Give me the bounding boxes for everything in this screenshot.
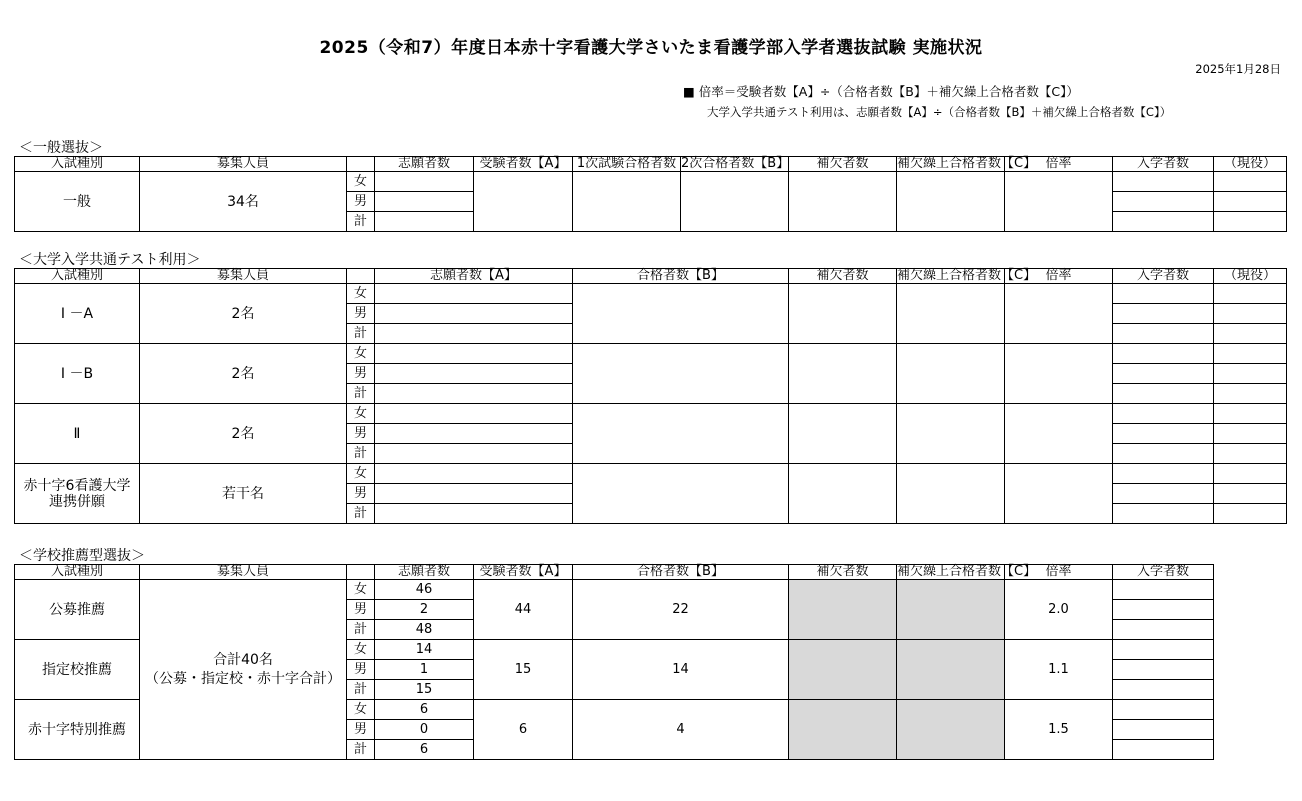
enrolled-cell bbox=[1113, 324, 1214, 344]
waitlist-cell bbox=[789, 640, 897, 700]
ratio-cell bbox=[1005, 404, 1113, 464]
common-test-section-title: ＜大学入学共通テスト利用＞ bbox=[19, 252, 201, 268]
sex-total: 計 bbox=[347, 324, 375, 344]
waitlist-pass-cell bbox=[897, 404, 1005, 464]
examinees-cell bbox=[474, 172, 573, 232]
current-cell bbox=[1214, 484, 1287, 504]
current-cell bbox=[1214, 424, 1287, 444]
enrolled-cell bbox=[1113, 304, 1214, 324]
row-type: 赤十字6看護大学 連携併願 bbox=[15, 464, 140, 524]
sex-male: 男 bbox=[347, 600, 375, 620]
waitlist-pass-cell bbox=[897, 284, 1005, 344]
header-first-pass: 1次試験合格者数 bbox=[573, 157, 681, 172]
enrolled-cell bbox=[1113, 700, 1214, 720]
header-quota: 募集人員 bbox=[140, 565, 347, 580]
row-quota: 2名 bbox=[140, 344, 347, 404]
current-cell bbox=[1214, 172, 1287, 192]
sex-female: 女 bbox=[347, 172, 375, 192]
quota-note: （公募・指定校・赤十字合計） bbox=[145, 670, 341, 687]
enrolled-cell bbox=[1113, 172, 1214, 192]
sex-total: 計 bbox=[347, 212, 375, 232]
applicants-value: 1 bbox=[375, 660, 474, 680]
row-type: Ⅰ －B bbox=[15, 344, 140, 404]
enrolled-cell bbox=[1113, 364, 1214, 384]
waitlist-cell bbox=[789, 172, 897, 232]
header-quota: 募集人員 bbox=[140, 157, 347, 172]
enrolled-cell bbox=[1113, 640, 1214, 660]
current-cell bbox=[1214, 304, 1287, 324]
header-examinees: 受験者数【A】 bbox=[474, 157, 573, 172]
general-section-title: ＜一般選抜＞ bbox=[19, 140, 103, 156]
row-type: 赤十字特別推薦 bbox=[15, 700, 140, 760]
header-ratio: 倍率 bbox=[1005, 157, 1113, 172]
row-type: 一般 bbox=[15, 172, 140, 232]
passed-value: 14 bbox=[573, 640, 789, 700]
enrolled-cell bbox=[1113, 680, 1214, 700]
enrolled-cell bbox=[1113, 504, 1214, 524]
enrolled-cell bbox=[1113, 384, 1214, 404]
enrolled-cell bbox=[1113, 600, 1214, 620]
sex-male: 男 bbox=[347, 192, 375, 212]
applicants-value: 2 bbox=[375, 600, 474, 620]
passed-cell bbox=[573, 404, 789, 464]
ratio-value: 1.5 bbox=[1005, 700, 1113, 760]
common-test-note: 大学入学共通テスト利用は、志願者数【A】÷（合格者数【B】＋補欠繰上合格者数【C】） bbox=[707, 105, 1172, 119]
applicants-cell bbox=[375, 172, 474, 192]
applicants-cell bbox=[375, 192, 474, 212]
enrolled-cell bbox=[1113, 344, 1214, 364]
current-cell bbox=[1214, 504, 1287, 524]
recommend-table bbox=[14, 564, 1214, 760]
applicants-value: 15 bbox=[375, 680, 474, 700]
header-enrolled: 入学者数 bbox=[1113, 565, 1214, 580]
sex-total: 計 bbox=[347, 384, 375, 404]
applicants-cell bbox=[375, 444, 573, 464]
applicants-cell bbox=[375, 304, 573, 324]
waitlist-pass-cell bbox=[897, 640, 1005, 700]
ratio-cell bbox=[1005, 344, 1113, 404]
enrolled-cell bbox=[1113, 720, 1214, 740]
general-table bbox=[14, 156, 1287, 232]
sex-female: 女 bbox=[347, 640, 375, 660]
ratio-value: 1.1 bbox=[1005, 640, 1113, 700]
enrolled-cell bbox=[1113, 284, 1214, 304]
passed-cell bbox=[573, 464, 789, 524]
current-cell bbox=[1214, 364, 1287, 384]
sex-female: 女 bbox=[347, 580, 375, 600]
header-waitlist-pass: 補欠繰上合格者数【C】 bbox=[897, 564, 1037, 579]
row-type: Ⅱ bbox=[15, 404, 140, 464]
current-cell bbox=[1214, 344, 1287, 364]
examinees-value: 15 bbox=[474, 640, 573, 700]
current-cell bbox=[1214, 404, 1287, 424]
header-quota: 募集人員 bbox=[140, 269, 347, 284]
header-waitlist: 補欠者数 bbox=[789, 565, 897, 580]
sex-female: 女 bbox=[347, 284, 375, 304]
row-type: 指定校推薦 bbox=[15, 640, 140, 700]
header-waitlist: 補欠者数 bbox=[789, 269, 897, 284]
header-sex bbox=[347, 565, 375, 580]
current-cell bbox=[1214, 444, 1287, 464]
waitlist-cell bbox=[789, 404, 897, 464]
enrolled-cell bbox=[1113, 464, 1214, 484]
waitlist-cell bbox=[789, 464, 897, 524]
waitlist-cell bbox=[789, 700, 897, 760]
report-date: 2025年1月28日 bbox=[1195, 62, 1281, 76]
applicants-cell bbox=[375, 284, 573, 304]
ratio-note: ■ 倍率＝受験者数【A】÷（合格者数【B】＋補欠繰上合格者数【C】） bbox=[683, 84, 1079, 99]
header-current: （現役） bbox=[1214, 269, 1287, 284]
applicants-cell bbox=[375, 504, 573, 524]
header-applicants: 志願者数【A】 bbox=[375, 269, 573, 284]
common-test-table bbox=[14, 268, 1287, 524]
applicants-cell bbox=[375, 324, 573, 344]
sex-female: 女 bbox=[347, 700, 375, 720]
page-title: 2025（令和7）年度日本赤十字看護大学さいたま看護学部入学者選抜試験 実施状況 bbox=[319, 38, 983, 58]
current-cell bbox=[1214, 324, 1287, 344]
ratio-cell bbox=[1005, 172, 1113, 232]
header-passed: 合格者数【B】 bbox=[573, 269, 789, 284]
passed-value: 22 bbox=[573, 580, 789, 640]
sex-male: 男 bbox=[347, 364, 375, 384]
header-enrolled: 入学者数 bbox=[1113, 157, 1214, 172]
current-cell bbox=[1214, 212, 1287, 232]
first-pass-cell bbox=[573, 172, 681, 232]
enrolled-cell bbox=[1113, 580, 1214, 600]
sex-female: 女 bbox=[347, 404, 375, 424]
enrolled-cell bbox=[1113, 192, 1214, 212]
sex-female: 女 bbox=[347, 344, 375, 364]
applicants-value: 6 bbox=[375, 740, 474, 760]
header-type: 入試種別 bbox=[15, 269, 140, 284]
enrolled-cell bbox=[1113, 212, 1214, 232]
current-cell bbox=[1214, 284, 1287, 304]
enrolled-cell bbox=[1113, 620, 1214, 640]
header-type: 入試種別 bbox=[15, 157, 140, 172]
sex-male: 男 bbox=[347, 720, 375, 740]
header-type: 入試種別 bbox=[15, 565, 140, 580]
passed-cell bbox=[573, 344, 789, 404]
enrolled-cell bbox=[1113, 404, 1214, 424]
header-current: （現役） bbox=[1214, 157, 1287, 172]
enrolled-cell bbox=[1113, 444, 1214, 464]
header-sex bbox=[347, 269, 375, 284]
header-applicants: 志願者数 bbox=[375, 157, 474, 172]
row-type: Ⅰ －A bbox=[15, 284, 140, 344]
applicants-cell bbox=[375, 344, 573, 364]
applicants-cell bbox=[375, 212, 474, 232]
applicants-cell bbox=[375, 464, 573, 484]
waitlist-cell bbox=[789, 580, 897, 640]
sex-male: 男 bbox=[347, 484, 375, 504]
row-quota bbox=[140, 580, 347, 760]
waitlist-pass-cell bbox=[897, 172, 1005, 232]
row-quota: 2名 bbox=[140, 404, 347, 464]
row-quota: 34名 bbox=[140, 172, 347, 232]
applicants-cell bbox=[375, 384, 573, 404]
sex-male: 男 bbox=[347, 304, 375, 324]
applicants-value: 0 bbox=[375, 720, 474, 740]
sex-total: 計 bbox=[347, 504, 375, 524]
applicants-cell bbox=[375, 484, 573, 504]
sex-total: 計 bbox=[347, 740, 375, 760]
waitlist-pass-cell bbox=[897, 700, 1005, 760]
current-cell bbox=[1214, 464, 1287, 484]
sex-female: 女 bbox=[347, 464, 375, 484]
sex-total: 計 bbox=[347, 444, 375, 464]
enrolled-cell bbox=[1113, 660, 1214, 680]
header-ratio: 倍率 bbox=[1005, 269, 1113, 284]
waitlist-cell bbox=[789, 284, 897, 344]
current-cell bbox=[1214, 384, 1287, 404]
enrolled-cell bbox=[1113, 484, 1214, 504]
ratio-value: 2.0 bbox=[1005, 580, 1113, 640]
applicants-value: 6 bbox=[375, 700, 474, 720]
applicants-cell bbox=[375, 364, 573, 384]
enrolled-cell bbox=[1113, 740, 1214, 760]
header-waitlist-pass: 補欠繰上合格者数【C】 bbox=[897, 156, 1037, 171]
sex-male: 男 bbox=[347, 424, 375, 444]
header-second-pass: 2次合格者数【B】 bbox=[681, 156, 790, 171]
passed-cell bbox=[573, 284, 789, 344]
header-passed: 合格者数【B】 bbox=[573, 565, 789, 580]
row-type: 公募推薦 bbox=[15, 580, 140, 640]
quota-total: 合計40名 bbox=[213, 651, 273, 668]
examinees-value: 6 bbox=[474, 700, 573, 760]
header-waitlist: 補欠者数 bbox=[789, 157, 897, 172]
enrolled-cell bbox=[1113, 424, 1214, 444]
header-enrolled: 入学者数 bbox=[1113, 269, 1214, 284]
waitlist-pass-cell bbox=[897, 344, 1005, 404]
sex-total: 計 bbox=[347, 620, 375, 640]
passed-value: 4 bbox=[573, 700, 789, 760]
applicants-value: 14 bbox=[375, 640, 474, 660]
applicants-cell bbox=[375, 404, 573, 424]
waitlist-pass-cell bbox=[897, 464, 1005, 524]
header-ratio: 倍率 bbox=[1005, 565, 1113, 580]
header-applicants: 志願者数 bbox=[375, 565, 474, 580]
waitlist-cell bbox=[789, 344, 897, 404]
header-examinees: 受験者数【A】 bbox=[474, 565, 573, 580]
current-cell bbox=[1214, 192, 1287, 212]
row-quota: 2名 bbox=[140, 284, 347, 344]
header-waitlist-pass: 補欠繰上合格者数【C】 bbox=[897, 268, 1037, 283]
recommend-section-title: ＜学校推薦型選抜＞ bbox=[19, 548, 145, 564]
applicants-value: 46 bbox=[375, 580, 474, 600]
second-pass-cell bbox=[681, 172, 789, 232]
examinees-value: 44 bbox=[474, 580, 573, 640]
ratio-cell bbox=[1005, 464, 1113, 524]
applicants-value: 48 bbox=[375, 620, 474, 640]
applicants-cell bbox=[375, 424, 573, 444]
waitlist-pass-cell bbox=[897, 580, 1005, 640]
row-quota: 若干名 bbox=[140, 464, 347, 524]
sex-total: 計 bbox=[347, 680, 375, 700]
sex-male: 男 bbox=[347, 660, 375, 680]
header-sex bbox=[347, 157, 375, 172]
ratio-cell bbox=[1005, 284, 1113, 344]
